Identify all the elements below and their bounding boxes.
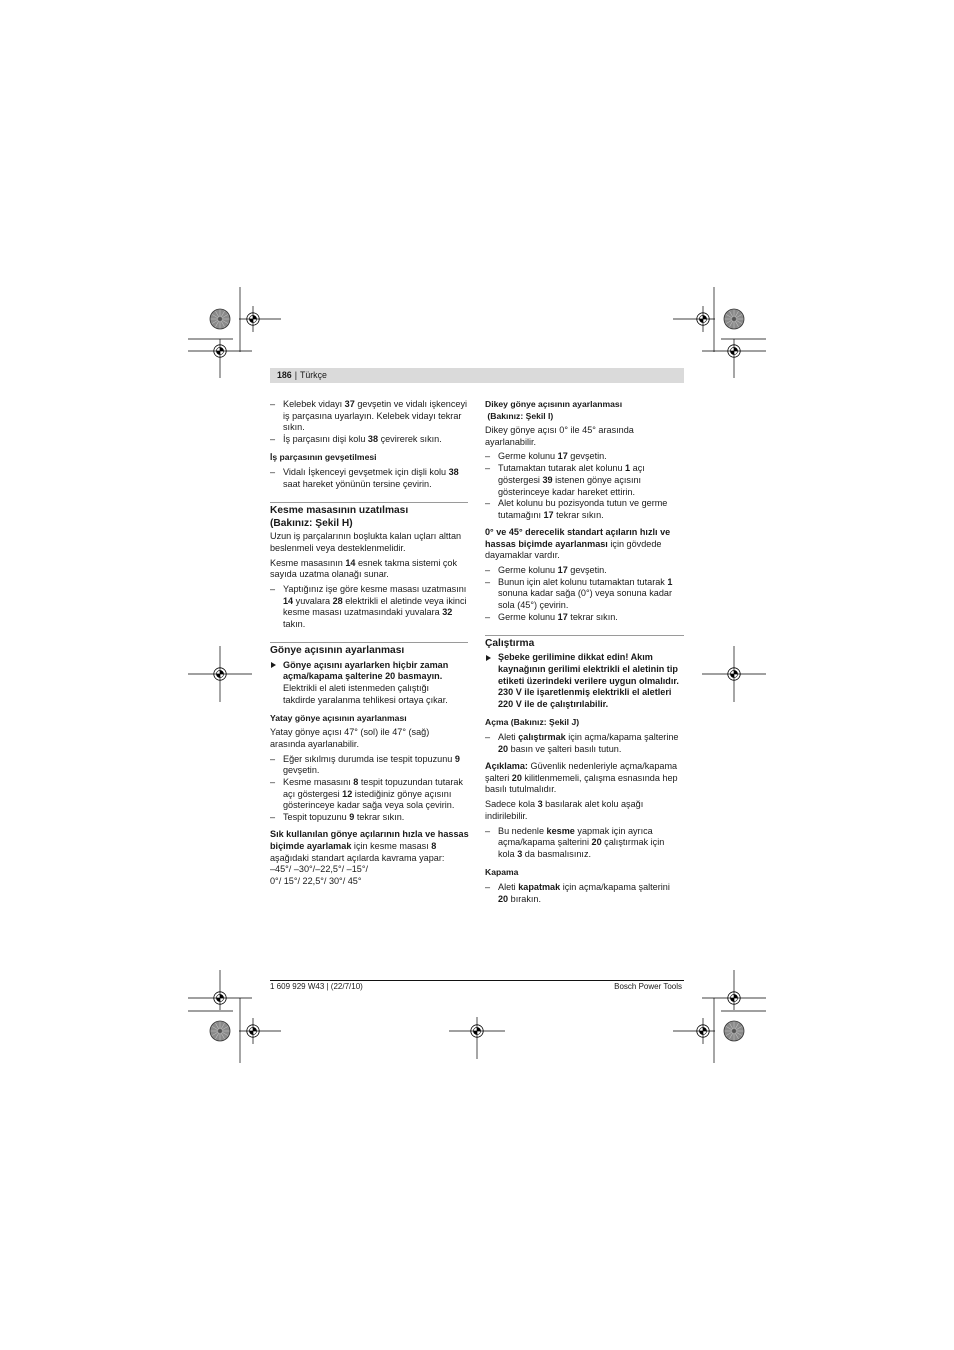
- text-line: [485, 699, 684, 711]
- bold-text-run: 28: [332, 595, 343, 606]
- text-run: takın.: [283, 619, 306, 629]
- text-line: [485, 687, 684, 699]
- text-line: [485, 498, 684, 510]
- text-run: tutamağını: [498, 509, 544, 520]
- text-run: Bunun için alet kolunu tutamaktan tutarak: [498, 576, 668, 587]
- text-run: (Bakınız: Şekil I): [485, 410, 554, 421]
- text-line: [270, 812, 468, 824]
- text-run: kola: [498, 848, 518, 859]
- text-run: kesme masası uzatmasındaki yuvalara: [283, 607, 443, 618]
- text-run: kilitlenmemeli, çalışma esnasında hep: [521, 772, 678, 783]
- text-run: Kesme masasının uzatılması: [270, 504, 409, 516]
- text-run: basın ve şalteri basılı tutun.: [508, 743, 622, 754]
- text-line: [485, 600, 684, 612]
- text-line: [485, 475, 684, 487]
- text-line: [270, 853, 468, 865]
- paragraph: [485, 425, 684, 448]
- text-run: tekrar sıkın.: [567, 611, 618, 622]
- text-line: [270, 607, 468, 619]
- document-code: 1 609 929 W43 | (22/7/10): [270, 982, 363, 991]
- text-line: [270, 399, 468, 411]
- page-footer: [270, 981, 682, 993]
- text-run: için gövdede: [607, 538, 662, 549]
- text-run: Dikey gönye açısının ayarlanması: [485, 399, 623, 409]
- text-run: gevşetin ve vidalı işkenceyi: [354, 399, 468, 409]
- text-run: gevşetin.: [567, 564, 607, 575]
- text-line: [485, 437, 684, 449]
- section-heading: [485, 637, 684, 650]
- text-run: aşağıdaki standart açılarda kavrama yapar:: [270, 852, 445, 863]
- text-run: Uzun iş parçalarının boşlukta kalan uçları alttan: [270, 530, 462, 541]
- bold-text-run: biçimde ayarlamak: [270, 840, 352, 851]
- text-line: [485, 773, 684, 785]
- text-run: saat hareket yönünün tersine çevirin.: [283, 478, 432, 489]
- section-divider: [270, 642, 468, 643]
- dash-bullet: –: [485, 611, 491, 622]
- list-item: [270, 812, 468, 824]
- text-run: Dikey gönye açısı 0° ile 45° arasında: [485, 425, 634, 436]
- text-line: [270, 829, 468, 841]
- text-run: basılı tutulmalıdır.: [485, 784, 557, 795]
- registration-target-icon: [214, 992, 226, 1004]
- text-run: Germe kolunu: [498, 611, 558, 622]
- bold-text-run: Şebeke gerilimine dikkat edin! Akım: [498, 652, 653, 663]
- subsection-heading: [485, 399, 684, 422]
- text-line: [270, 467, 468, 479]
- list-item: [485, 732, 684, 755]
- list-item: [485, 577, 684, 612]
- dash-bullet: –: [485, 564, 491, 575]
- text-line: [485, 826, 684, 838]
- text-line: [485, 882, 684, 894]
- page-header: [270, 368, 684, 383]
- paragraph: [270, 531, 468, 554]
- bold-text-run: 17: [557, 451, 568, 462]
- dash-bullet: –: [485, 576, 491, 587]
- text-run: sıkın.: [283, 422, 305, 433]
- bold-text-run: 32: [442, 607, 453, 618]
- text-line: [270, 644, 468, 657]
- dash-bullet: –: [485, 732, 491, 743]
- text-run: elektrikli el aletinde veya ikinci: [342, 595, 467, 606]
- text-line: [485, 463, 684, 475]
- text-line: [270, 479, 468, 491]
- page-header-bar: [270, 368, 684, 383]
- text-line: [270, 504, 468, 517]
- list-item: [485, 463, 684, 498]
- text-run: da basmalısınız.: [522, 848, 592, 859]
- text-line: [270, 683, 468, 695]
- text-line: [485, 637, 684, 650]
- text-run: 0°/ 15°/ 22,5°/ 30°/ 45°: [270, 875, 362, 886]
- bold-text-run: 20: [498, 893, 509, 904]
- text-run: şalteri: [485, 772, 512, 783]
- dash-bullet: –: [485, 451, 491, 462]
- bold-text-run: 8: [353, 776, 359, 787]
- dash-bullet: –: [270, 583, 276, 594]
- text-run: Tespit topuzunu: [283, 812, 350, 823]
- text-line: [270, 619, 468, 631]
- text-run: sonuna kadar sağa (0°) veya sonuna kadar: [498, 588, 673, 599]
- text-line: [485, 565, 684, 577]
- text-line: [485, 744, 684, 756]
- bold-text-run: açma/kapama şalterine 20 basmayın.: [283, 671, 443, 682]
- bold-text-run: 9: [349, 812, 355, 823]
- dash-bullet: –: [270, 753, 276, 764]
- text-run: dayamaklar vardır.: [485, 550, 560, 561]
- paragraph: [485, 761, 684, 796]
- registration-target-icon: [697, 313, 709, 325]
- triangle-bullet-icon: [271, 662, 276, 668]
- text-line: [485, 550, 684, 562]
- text-run: takdirde yaralanma tehlikesi ortaya çıkar.: [283, 694, 448, 705]
- text-run: İş parçasını dişi kolu: [283, 434, 368, 445]
- bold-text-run: 230 V ile işaretlenmiş elektrikli el aletleri: [498, 687, 672, 698]
- bold-text-run: hassas biçimde ayarlanması: [485, 538, 608, 549]
- text-line: [485, 510, 684, 522]
- warning-note: [485, 652, 684, 711]
- text-run: Elektrikli el aleti istenmeden çalıştığı: [283, 683, 430, 693]
- bold-text-run: 14: [345, 557, 356, 568]
- list-item: [270, 434, 468, 446]
- section-divider: [485, 635, 684, 636]
- text-run: için açma/kapama şalterini: [560, 881, 670, 892]
- brand-name: Bosch Power Tools: [614, 982, 682, 991]
- registration-target-icon: [697, 1025, 709, 1037]
- text-line: [485, 732, 684, 744]
- text-line: [485, 849, 684, 861]
- list-item: [270, 777, 468, 812]
- registration-target-icon: [728, 345, 740, 357]
- dash-bullet: –: [270, 399, 276, 409]
- bold-text-run: 1: [625, 463, 631, 474]
- text-line: [485, 487, 684, 499]
- triangle-bullet-icon: [486, 655, 491, 661]
- registration-target-icon: [728, 992, 740, 1004]
- registration-target-icon: [247, 1025, 259, 1037]
- text-line: [270, 671, 468, 683]
- text-run: basılarak alet kolu aşağı: [542, 799, 644, 810]
- dash-bullet: –: [270, 467, 276, 478]
- text-run: yuvalara: [293, 595, 333, 606]
- text-line: [485, 811, 684, 823]
- text-line: [270, 754, 468, 766]
- text-run: İş parçasının gevşetilmesi: [270, 452, 377, 463]
- text-run: Yatay gönye açısı 47° (sol) ile 47° (sağ): [270, 727, 430, 738]
- dash-bullet: –: [485, 498, 491, 509]
- text-run: Vidalı İşkenceyi gevşetmek için dişli kolu: [283, 467, 449, 478]
- text-run: Bu nedenle: [498, 825, 547, 836]
- text-run: gösterinceye kadar hareket ettirin.: [498, 486, 635, 497]
- text-line: [270, 660, 468, 672]
- text-line: [485, 717, 684, 729]
- list-item: [485, 498, 684, 521]
- text-run: Aleti: [498, 732, 519, 743]
- text-run: çalıştırmak için: [601, 837, 665, 848]
- bold-text-run: Açıklama:: [485, 760, 528, 771]
- header-language: Türkçe: [299, 370, 327, 380]
- text-run: yapmak için ayrıca: [574, 825, 653, 836]
- text-run: Kapama: [485, 867, 519, 878]
- paragraph: [270, 558, 468, 581]
- text-line: [485, 399, 684, 411]
- text-run: Çalıştırma: [485, 637, 535, 649]
- text-run: Germe kolunu: [498, 564, 558, 575]
- text-run: Açma (Bakınız: Şekil J): [485, 717, 580, 728]
- bold-text-run: Sık kullanılan gönye açılarının hızla ve hassas: [270, 829, 469, 840]
- text-run: gevşetin.: [567, 451, 607, 462]
- text-line: [485, 577, 684, 589]
- text-line: [270, 727, 468, 739]
- section-divider: [270, 502, 468, 503]
- text-line: [485, 612, 684, 624]
- bold-text-run: 17: [543, 509, 554, 520]
- list-item: [485, 882, 684, 905]
- text-run: Kesme masasının: [270, 557, 346, 568]
- text-line: [270, 422, 468, 434]
- bold-text-run: 17: [557, 611, 568, 622]
- list-item: [270, 467, 468, 490]
- text-run: açma/kapama şalterini: [498, 837, 592, 848]
- text-line: [270, 584, 468, 596]
- text-line: [270, 800, 468, 812]
- text-run: Yatay gönye açısının ayarlanması: [270, 712, 407, 723]
- text-line: [270, 765, 468, 777]
- text-run: bırakın.: [508, 893, 541, 904]
- text-line: [485, 652, 684, 664]
- text-run: iş parçasına uyarlayın. Kelebek vidayı tekrar: [283, 410, 462, 421]
- text-line: [485, 867, 684, 879]
- color-target-icon: [724, 309, 744, 329]
- left-column: [270, 399, 468, 888]
- dash-bullet: –: [485, 463, 491, 474]
- list-item: [270, 754, 468, 777]
- text-run: –45°/ –30°/–22,5°/ –15°/: [270, 864, 368, 875]
- text-line: [485, 761, 684, 773]
- bold-text-run: 3: [537, 799, 543, 810]
- text-line: [270, 596, 468, 608]
- registration-target-icon: [247, 313, 259, 325]
- bold-text-run: 20: [511, 772, 522, 783]
- text-run: tekrar sıkın.: [354, 812, 405, 823]
- text-line: [485, 588, 684, 600]
- text-line: [485, 425, 684, 437]
- registration-target-icon: [471, 1025, 483, 1037]
- text-run: esnek takma sistemi çok: [355, 557, 458, 568]
- dash-bullet: –: [270, 434, 276, 445]
- paragraph: [270, 727, 468, 750]
- text-run: beslenmeli veya desteklenmelidir.: [270, 542, 406, 553]
- text-run: (Bakınız: Şekil H): [270, 517, 353, 529]
- bold-text-run: çalıştırmak: [518, 732, 566, 743]
- bold-text-run: 12: [342, 788, 353, 799]
- text-run: Güvenlik nedenleriyle açma/kapama: [527, 760, 678, 771]
- text-line: [270, 841, 468, 853]
- bold-text-run: kapatmak: [518, 881, 561, 892]
- text-run: tespit topuzundan tutarak: [358, 776, 463, 787]
- text-line: [485, 676, 684, 688]
- bold-text-run: 37: [344, 399, 355, 409]
- text-line: [485, 451, 684, 463]
- text-line: [485, 784, 684, 796]
- text-line: [485, 799, 684, 811]
- text-line: [270, 789, 468, 801]
- text-run: gösterinceye kadar sağa veya sola çevirin.: [283, 800, 455, 811]
- color-target-icon: [210, 1021, 230, 1041]
- registration-target-icon: [214, 345, 226, 357]
- text-run: göstergesi: [498, 474, 543, 485]
- text-line: [485, 664, 684, 676]
- registration-target-icon: [214, 668, 226, 680]
- list-item: [485, 565, 684, 577]
- text-run: çevirerek sıkın.: [378, 434, 442, 445]
- text-run: açı göstergesi: [283, 788, 343, 799]
- text-run: Tutamaktan tutarak alet kolunu: [498, 463, 626, 474]
- text-run: sola (45°) çevirin.: [498, 600, 569, 611]
- bold-text-run: 39: [542, 474, 553, 485]
- text-line: [270, 543, 468, 555]
- text-run: istediğiniz gönye açısını: [352, 788, 452, 799]
- text-run: Yaptığınız işe göre kesme masası uzatmasını: [283, 583, 467, 594]
- subsection-heading: [485, 867, 684, 879]
- color-target-icon: [724, 1021, 744, 1041]
- text-line: [270, 864, 468, 876]
- bold-text-run: 38: [367, 434, 379, 445]
- text-line: [485, 527, 684, 539]
- subsection-heading: [485, 717, 684, 729]
- section-heading: [270, 644, 468, 657]
- text-line: [485, 411, 684, 423]
- text-run: indirilebilir.: [485, 811, 528, 822]
- text-line: [270, 777, 468, 789]
- text-run: Sadece kola: [485, 799, 538, 810]
- text-line: [485, 539, 684, 551]
- text-run: Eğer sıkılmış durumda ise tespit topuzunu: [283, 753, 455, 764]
- text-line: [270, 452, 468, 464]
- text-line: [270, 569, 468, 581]
- list-item: [270, 584, 468, 631]
- text-line: [270, 517, 468, 530]
- color-target-icon: [210, 309, 230, 329]
- text-line: [270, 713, 468, 725]
- text-line: [270, 876, 468, 888]
- text-line: [270, 411, 468, 423]
- bold-text-run: 220 V ile de çalıştırılabilir.: [498, 699, 609, 710]
- bold-text-run: 17: [557, 564, 568, 575]
- text-run: ayarlanabilir.: [485, 436, 537, 447]
- text-run: için kesme masası: [351, 840, 432, 851]
- text-line: [270, 434, 468, 446]
- bold-text-run: 0° ve 45° derecelik standart açıların hızlı ve: [485, 527, 671, 538]
- bold-text-run: 20: [498, 743, 509, 754]
- bold-text-run: kaynağının gerilimi elektrikli el aletinin tip: [498, 664, 678, 675]
- bold-text-run: 38: [448, 467, 459, 478]
- bold-text-run: 20: [591, 837, 602, 848]
- text-run: sayıda uzatma olanağı sunar.: [270, 569, 389, 580]
- subsection-heading: [270, 452, 468, 464]
- dash-bullet: –: [485, 881, 491, 892]
- text-run: Aleti: [498, 881, 519, 892]
- text-line: [270, 558, 468, 570]
- bold-text-run: kesme: [546, 825, 575, 836]
- dash-bullet: –: [485, 825, 491, 836]
- list-item: [485, 826, 684, 861]
- bold-text-run: 3: [517, 848, 523, 859]
- page-number: 186: [277, 370, 292, 380]
- bold-text-run: 1: [667, 576, 673, 587]
- text-run: gevşetin.: [283, 765, 320, 776]
- text-run: Gönye açısının ayarlanması: [270, 645, 405, 656]
- section-heading: [270, 504, 468, 530]
- paragraph: [485, 799, 684, 822]
- text-line: [485, 894, 684, 906]
- text-run: tekrar sıkın.: [553, 509, 604, 520]
- text-run: için açma/kapama şalterine: [565, 732, 679, 743]
- paragraph: [485, 527, 684, 562]
- text-run: istenen gönye açısını: [552, 474, 642, 485]
- text-run: Alet kolunu bu pozisyonda tutun ve germe: [498, 498, 668, 509]
- text-line: [270, 531, 468, 543]
- bold-text-run: etiketi üzerindeki verilere uygun olmalıdır.: [498, 675, 679, 686]
- text-run: Germe kolunu: [498, 451, 558, 462]
- list-item: [485, 612, 684, 624]
- subsection-heading: [270, 713, 468, 725]
- text-run: arasında ayarlanabilir.: [270, 739, 359, 749]
- text-run: açı: [630, 463, 645, 474]
- text-run: Kesme masasını: [283, 776, 354, 787]
- bold-text-run: 14: [283, 595, 294, 606]
- text-line: [485, 837, 684, 849]
- dash-bullet: –: [270, 776, 276, 787]
- dash-bullet: –: [270, 812, 276, 823]
- registration-target-icon: [728, 668, 740, 680]
- bold-text-run: Gönye açısını ayarlarken hiçbir zaman: [283, 659, 449, 670]
- list-item: [270, 399, 468, 434]
- right-column: [485, 399, 684, 905]
- bold-text-run: 9: [454, 753, 460, 764]
- text-run: Kelebek vidayı: [283, 399, 345, 409]
- text-line: [270, 739, 468, 751]
- warning-note: [270, 660, 468, 707]
- paragraph: [270, 829, 468, 888]
- text-line: [270, 695, 468, 707]
- bold-text-run: 8: [431, 840, 437, 851]
- list-item: [485, 451, 684, 463]
- header-separator: |: [294, 370, 297, 380]
